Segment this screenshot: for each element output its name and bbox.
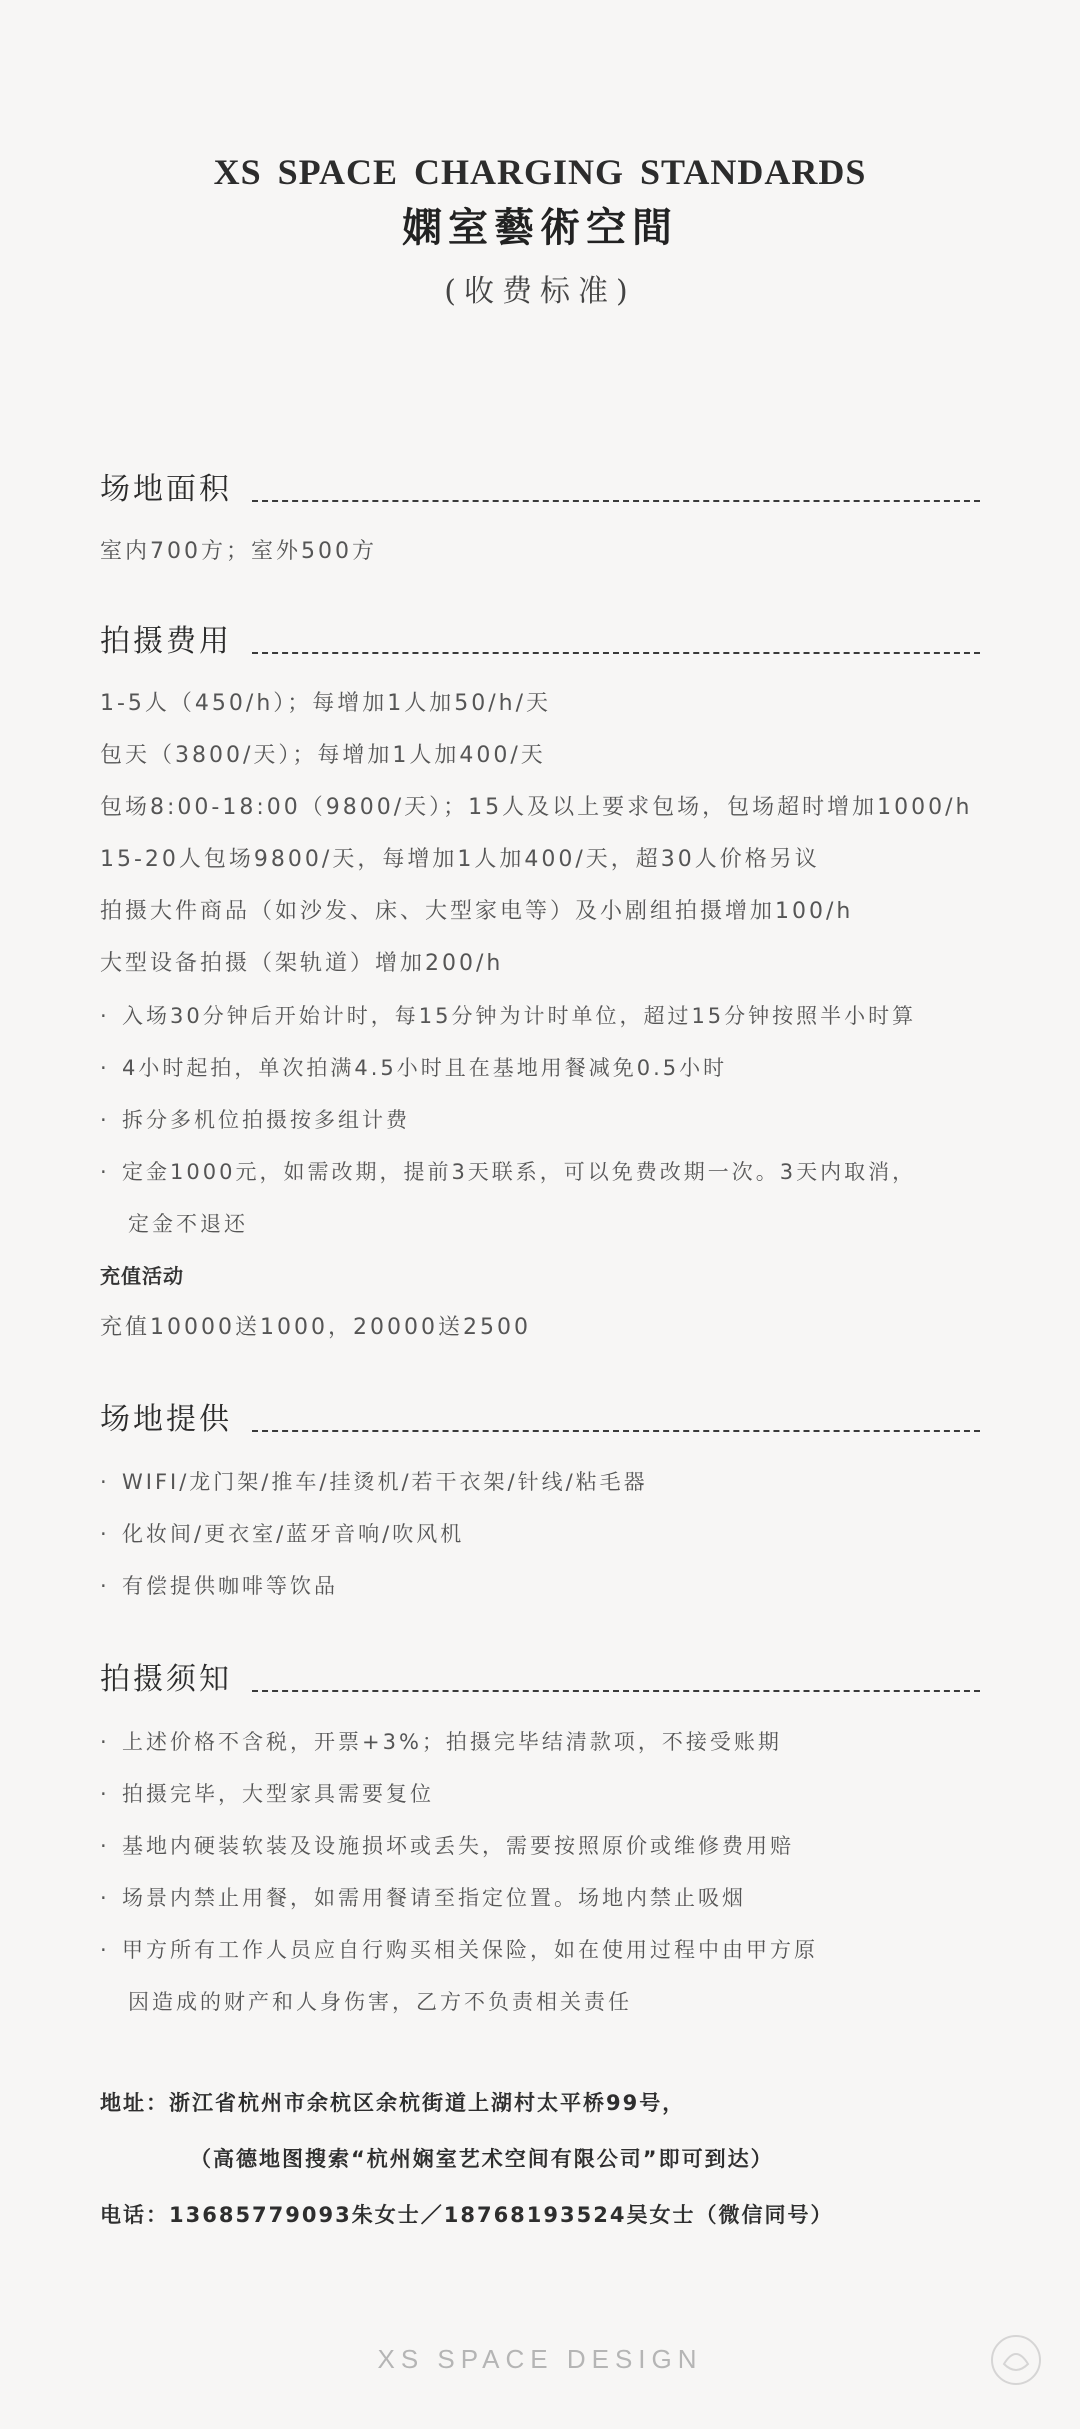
fee-bullet-continuation: 定金不退还: [128, 1212, 248, 1236]
bullet-dot: ·: [100, 1886, 110, 1910]
page-header: [0, 150, 1080, 310]
contact-block: [100, 2075, 1000, 2243]
notice-bullet: [100, 1872, 980, 1924]
title-chinese: 嫻室藝術空間: [402, 204, 678, 251]
fee-bullet-text: 定金1000元，如需改期，提前3天联系，可以免费改期一次。3天内取消，: [122, 1160, 917, 1184]
provide-bullet-text: 有偿提供咖啡等饮品: [122, 1574, 338, 1598]
bullet-dot: ·: [100, 1470, 110, 1494]
fee-line: 大型设备拍摄（架轨道）增加200/h: [100, 951, 504, 976]
section-provide: [100, 1400, 980, 1612]
provide-bullet: [100, 1508, 980, 1560]
bullet-dot: ·: [100, 1522, 110, 1546]
notice-bullet-text: 基地内硬装软装及设施损坏或丢失，需要按照原价或维修费用赔: [122, 1834, 794, 1858]
notice-bullet-text: 上述价格不含税，开票+3%；拍摄完毕结清款项，不接受账期: [122, 1730, 782, 1754]
bullet-dot: ·: [100, 1574, 110, 1598]
dashed-divider: [252, 1430, 980, 1432]
fee-line: 包场8:00-18:00（9800/天）；15人及以上要求包场，包场超时增加1000/h: [100, 795, 973, 820]
notice-bullet: [100, 1924, 980, 1976]
bullet-dot: ·: [100, 1108, 110, 1132]
section-head: [100, 622, 980, 666]
section-fees: [100, 622, 980, 1354]
fee-bullet-text: 拆分多机位拍摄按多组计费: [122, 1108, 410, 1132]
bullet-dot: ·: [100, 1056, 110, 1080]
phone-text: 电话：13685779093朱女士／18768193524吴女士（微信同号）: [100, 2203, 834, 2227]
section-head: [100, 1660, 980, 1704]
watermark-logo-icon: [986, 2330, 1046, 2390]
provide-bullet-text: 化妆间/更衣室/蓝牙音响/吹风机: [122, 1522, 465, 1546]
section-title-provide: 场地提供: [100, 1402, 232, 1437]
dashed-divider: [252, 500, 980, 502]
bullet-dot: ·: [100, 1160, 110, 1184]
notice-bullet-text: 甲方所有工作人员应自行购买相关保险，如在使用过程中由甲方原: [122, 1938, 818, 1962]
section-head: [100, 1400, 980, 1444]
bullet-dot: ·: [100, 1938, 110, 1962]
fee-line: 1-5人（450/h）；每增加1人加50/h/天: [100, 691, 552, 716]
bullet-dot: ·: [100, 1004, 110, 1028]
section-title-notice: 拍摄须知: [100, 1662, 232, 1697]
fee-bullet: [100, 1042, 980, 1094]
notice-bullet-continuation: 因造成的财产和人身伤害，乙方不负责相关责任: [128, 1990, 632, 2014]
fee-line: 拍摄大件商品（如沙发、床、大型家电等）及小剧组拍摄增加100/h: [100, 899, 854, 924]
notice-bullet: [100, 1716, 980, 1768]
fee-bullet-text: 4小时起拍，单次拍满4.5小时且在基地用餐减免0.5小时: [122, 1056, 728, 1080]
section-area: [100, 470, 980, 578]
fee-line: 包天（3800/天）；每增加1人加400/天: [100, 743, 546, 768]
fee-line: 15-20人包场9800/天，每增加1人加400/天，超30人价格另议: [100, 847, 820, 872]
fee-bullet: [100, 990, 980, 1042]
map-hint-text: （高德地图搜索“杭州娴室艺术空间有限公司”即可到达）: [190, 2147, 774, 2171]
fee-bullet-text: 入场30分钟后开始计时，每15分钟为计时单位，超过15分钟按照半小时算: [122, 1004, 917, 1028]
dashed-divider: [252, 1690, 980, 1692]
recharge-text: 充值10000送1000，20000送2500: [100, 1315, 531, 1340]
area-line: 室内700方；室外500方: [100, 539, 377, 564]
section-head: [100, 470, 980, 514]
notice-bullet: [100, 1820, 980, 1872]
footer-brand: XS SPACE DESIGN: [377, 2344, 703, 2374]
notice-bullet-text: 拍摄完毕，大型家具需要复位: [122, 1782, 434, 1806]
section-title-fees: 拍摄费用: [100, 624, 232, 659]
title-english: XS SPACE CHARGING STANDARDS: [213, 152, 867, 192]
address-text: 地址：浙江省杭州市余杭区余杭街道上湖村太平桥99号，: [100, 2091, 686, 2115]
provide-bullet: [100, 1560, 980, 1612]
bullet-dot: ·: [100, 1834, 110, 1858]
recharge-label: 充值活动: [100, 1264, 184, 1288]
fee-bullet: [100, 1146, 980, 1198]
notice-bullet: [100, 1768, 980, 1820]
provide-bullet-text: WIFI/龙门架/推车/挂烫机/若干衣架/针线/粘毛器: [122, 1470, 648, 1494]
bullet-dot: ·: [100, 1782, 110, 1806]
provide-bullet: [100, 1456, 980, 1508]
section-notice: [100, 1660, 980, 2028]
section-title-area: 场地面积: [100, 472, 232, 507]
fee-bullet: [100, 1094, 980, 1146]
bullet-dot: ·: [100, 1730, 110, 1754]
subtitle: (收费标准): [444, 274, 636, 309]
notice-bullet-text: 场景内禁止用餐，如需用餐请至指定位置。场地内禁止吸烟: [122, 1886, 746, 1910]
dashed-divider: [252, 652, 980, 654]
